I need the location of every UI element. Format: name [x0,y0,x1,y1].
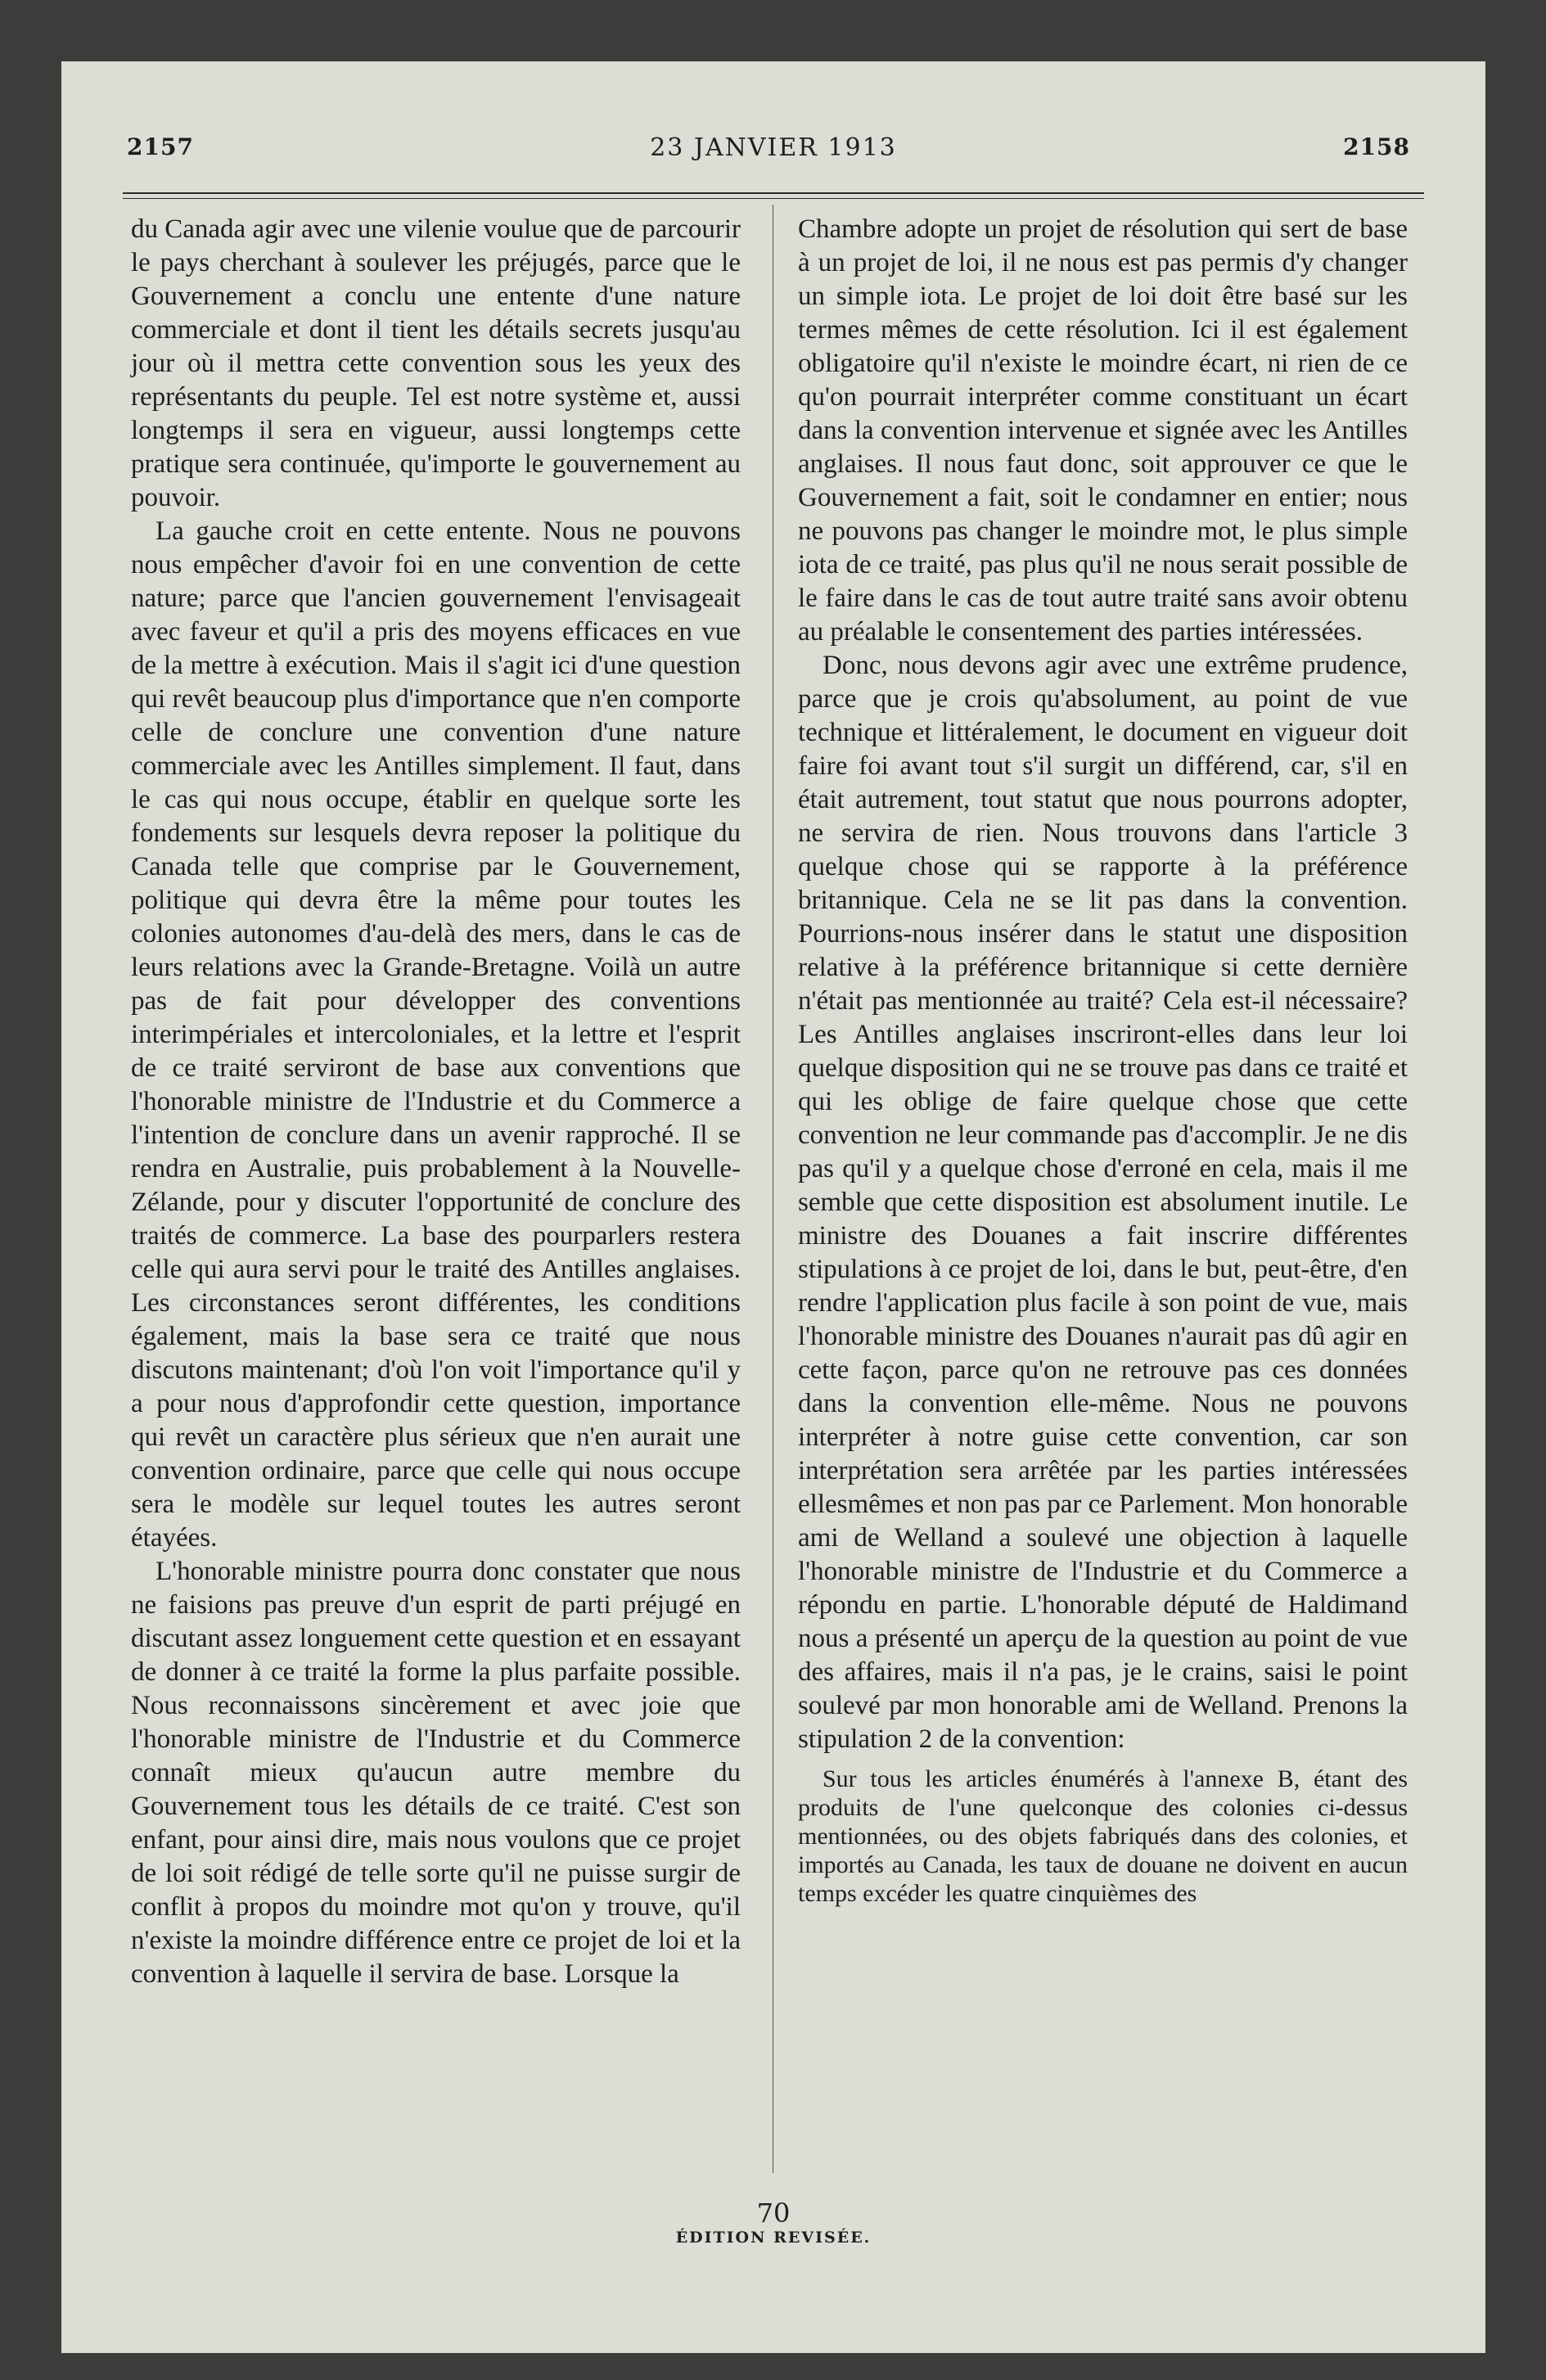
convention-quote: Sur tous les articles énumérés à l'annexe B, étant des produits de l'une quelconque des colonies ci-dessus mentionnées, ou des objets fabriqués dans des colonies, et importés au Canada, les taux de douane ne doivent en aucun temps excéder les quatre cinquièmes des [798,1765,1408,1907]
page-date-header: 23 JANVIER 1913 [650,133,897,162]
right-page-number: 2158 [1343,133,1410,160]
hansard-page [61,61,1485,2312]
header-rule-thin [123,198,1424,199]
left-page-number: 2157 [127,133,194,160]
left-paragraph-3: L'honorable ministre pourra donc constater que nous ne faisions pas preuve d'un esprit de parti préjugé en discutant assez longuement cette question et en essayant de donner à ce traité la forme la plus parfaite possible. Nous reconnaissons sincèrement et avec joie que l'honorable ministre de l'Industrie et du Commerce connaît mieux qu'aucun autre membre du Gouvernement tous les détails de ce traité. C'est son enfant, pour ainsi dire, mais nous voulons que ce projet de loi soit rédigé de telle sorte qu'il ne puisse surgir de conflit à propos du moindre mot qu'on y trouve, qu'il n'existe la moindre différence entre ce projet de loi et la convention à laquelle il servira de base. Lorsque la [131,1557,741,1989]
right-paragraph-2: Donc, nous devons agir avec une extrême prudence, parce que je crois qu'absolument, au point de vue technique et littéralement, le document en vigueur doit faire foi avant tout s'il surgit un différend, car, s'il en était autrement, tout statut que nous pourrons adopter, ne servira de rien. Nous trouvons dans l'article 3 quelque chose qui se rapporte à la préférence britannique. Cela ne se lit pas dans la convention. Pourrions-nous insérer dans le statut une disposition relative à la préférence britannique si cette dernière n'était pas mentionnée au traité? Cela est-il nécessaire? Les Antilles anglaises inscriront-elles dans leur loi quelque disposition qui ne se trouve pas dans ce traité et qui les oblige de faire quelque chose que cette convention ne leur commande pas d'accomplir. Je ne dis pas qu'il y a quelque chose d'erroné en cela, mais il me semble que cette disposition est absolument inutile. Le ministre des Douanes a fait inscrire différentes stipulations à ce projet de loi, dans le but, peut-être, d'en rendre l'application plus facile à son point de vue, mais l'honorable ministre des Douanes n'aurait pas dû agir en cette façon, parce qu'on ne retrouve pas ces données dans la convention elle-même. Nous ne pouvons interpréter à notre guise cette convention, car son interprétation sera arrêtée par les parties intéressées ellesmêmes et non pas par ce Parlement. Mon honorable ami de Welland a soulevé une objection à laquelle l'honorable ministre de l'Industrie et du Commerce a répondu en partie. L'honorable député de Haldimand nous a présenté un aperçu de la question au point de vue des affaires, mais il n'a pas, je le crains, saisi le point soulevé par mon honorable ami de Welland. Prenons la stipulation 2 de la convention: [798,651,1409,1754]
right-paragraph-1: Chambre adopte un projet de résolution qui sert de base à un projet de loi, il ne nous est pas permis d'y changer un simple iota. Le projet de loi doit être basé sur les termes mêmes de cette résolution. Ici il est également obligatoire qu'il n'existe le moindre écart, ni rien de ce qu'on pourrait interpréter comme constituant un écart dans la convention intervenue et signée avec les Antilles anglaises. Il nous faut donc, soit approuver ce que le Gouvernement a fait, soit le condamner en entier; nous ne pouvons pas changer le moindre mot, le plus simple iota de ce traité, pas plus qu'il ne nous serait possible de le faire dans le cas de tout autre traité sans avoir obtenu au préalable le consentement des parties intéressées. [798,214,1408,647]
right-column [798,213,1408,1908]
left-paragraph-1: du Canada agir avec une vilenie voulue que de parcourir le pays cherchant à soulever les préjugés, parce que le Gouvernement a conclu une entente d'une nature commerciale et dont il tient les détails secrets jusqu'au jour où il mettra cette convention sous les yeux des représentants du peuple. Tel est notre système et, aussi longtemps il sera en vigueur, aussi longtemps cette pratique sera continuée, qu'importe le gouvernement au pouvoir. [131,214,741,512]
header-rule-thick [123,192,1424,194]
edition-note: ÉDITION REVISÉE. [675,2229,872,2247]
left-paragraph-2: La gauche croit en cette entente. Nous ne pouvons nous empêcher d'avoir foi en une convention de cette nature; parce que l'ancien gouvernement l'envisageait avec faveur et qu'il a pris des moyens efficaces en vue de la mettre à exécution. Mais il s'agit ici d'une question qui revêt beaucoup plus d'importance que n'en comporte celle de conclure une convention d'une nature commerciale avec les Antilles simplement. Il faut, dans le cas qui nous occupe, établir en quelque sorte les fondements sur lesquels devra reposer la politique du Canada telle que comprise par le Gouvernement, politique qui devra être la même pour toutes les colonies autonomes d'au-delà des mers, dans le cas de leurs relations avec la Grande-Bretagne. Voilà un autre pas de fait pour développer des conventions interimpériales et intercoloniales, et la lettre et l'esprit de ce traité serviront de base aux conventions que l'honorable ministre de l'Industrie et du Commerce a l'intention de conclure dans un avenir rapproché. Il se rendra en Australie, puis probablement à la Nouvelle-Zélande, pour y discuter l'opportunité de conclure des traités de commerce. La base des pourparlers restera celle qui aura servi pour le traité des Antilles anglaises. Les circonstances seront différentes, les conditions également, mais la base sera ce traité que nous discutons maintenant; d'où l'on voit l'importance qu'il y a pour nous d'approfondir cette question, importance qui revêt un caractère plus sérieux que n'en aurait une convention ordinaire, parce que celle qui nous occupe sera le modèle sur lequel toutes les autres seront étayées. [131,516,741,1553]
left-column [131,213,741,1991]
folio-number: 70 [756,2197,791,2229]
scanned-sheet [61,61,1485,2353]
